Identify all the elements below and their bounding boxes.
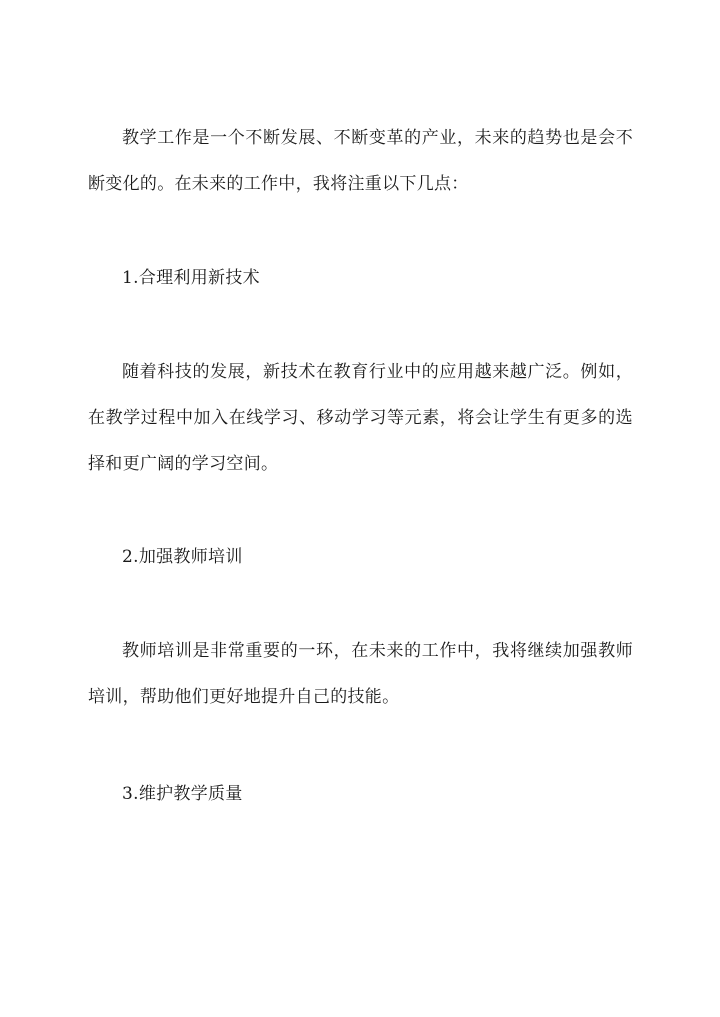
intro-paragraph: 教学工作是一个不断发展、不断变革的产业，未来的趋势也是会不断变化的。在未来的工作中，我将注重以下几点： <box>88 128 633 194</box>
section-heading-2: 2.加强教师培训 <box>122 547 243 567</box>
section-1-paragraph: 随着科技的发展，新技术在教育行业中的应用越来越广泛。例如，在教学过程中加入在线学习、移动学习等元素，将会让学生有更多的选择和更广阔的学习空间。 <box>88 362 633 474</box>
section-heading-1: 1.合理利用新技术 <box>122 268 260 288</box>
section-2-paragraph: 教师培训是非常重要的一环，在未来的工作中，我将继续加强教师培训，帮助他们更好地提升自己的技能。 <box>88 641 633 707</box>
section-heading-3: 3.维护教学质量 <box>122 784 243 804</box>
